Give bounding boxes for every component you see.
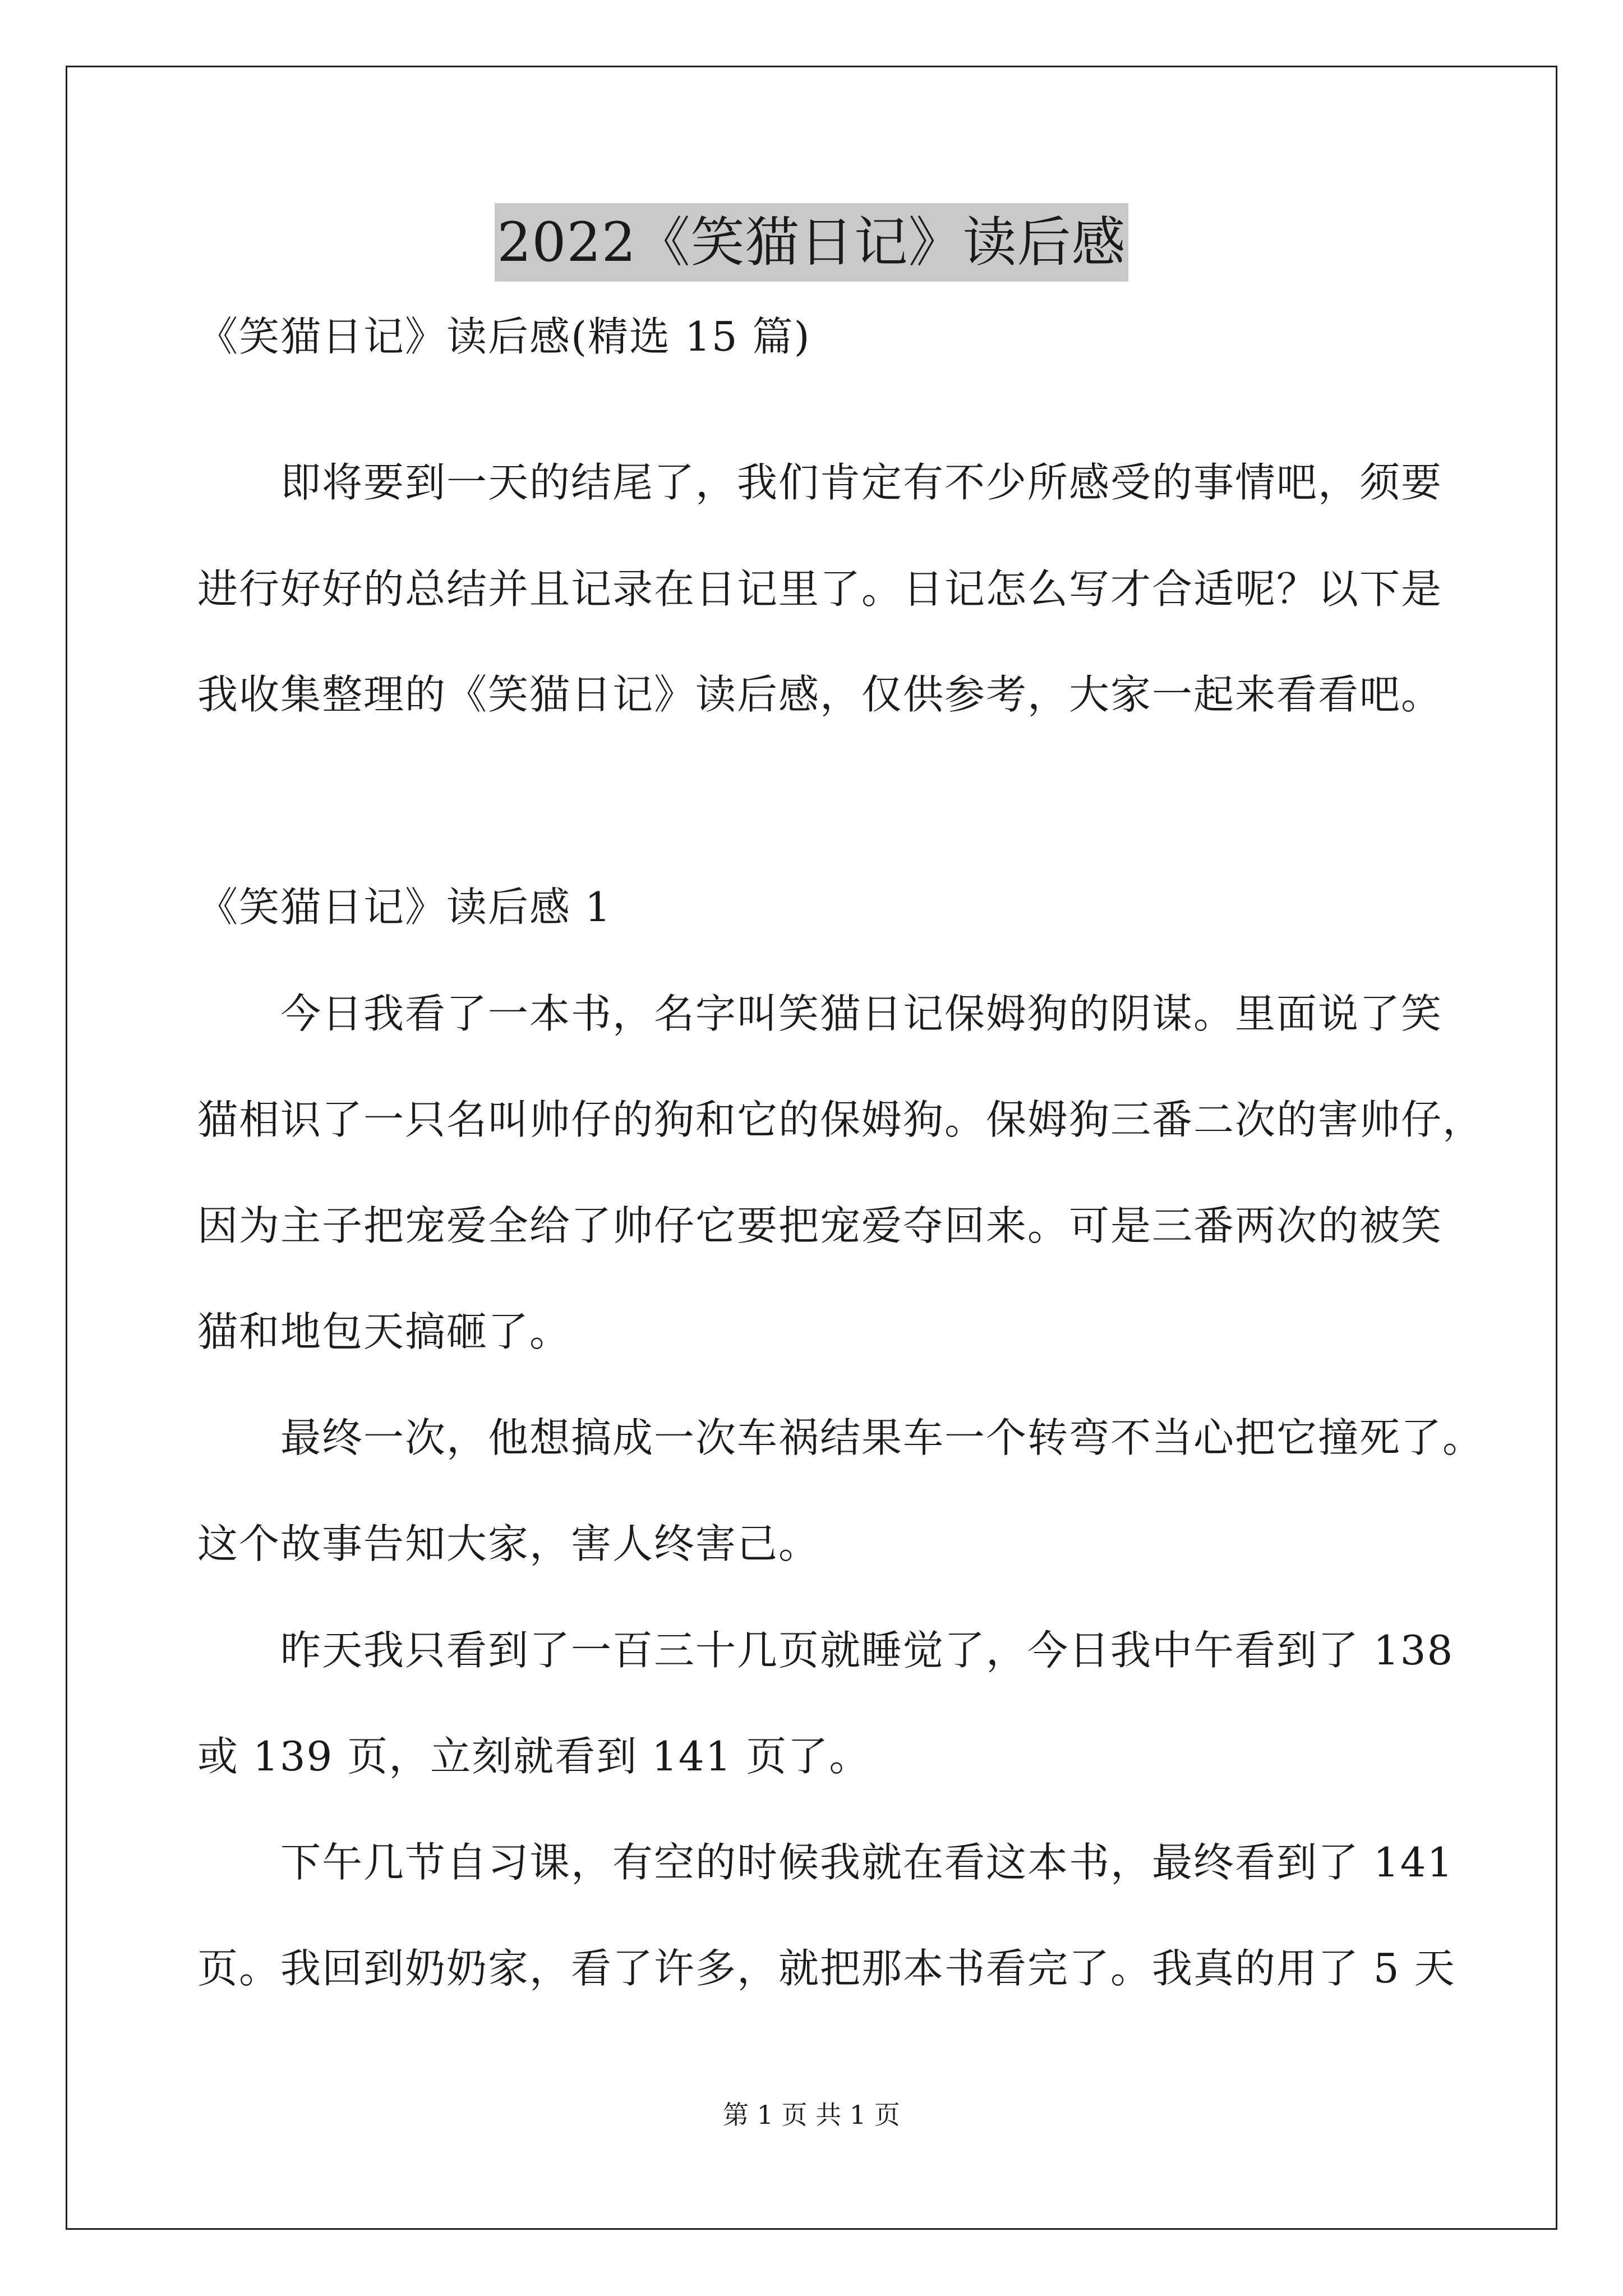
page-footer: 第 1 页 共 1 页 bbox=[723, 2100, 900, 2130]
body-line: 或 139 页，立刻就看到 141 页了。 bbox=[197, 1733, 871, 1780]
body-line: 昨天我只看到了一百三十几页就睡觉了，今日我中午看到了 138 bbox=[280, 1627, 1454, 1674]
title-container bbox=[0, 203, 1623, 282]
intro-line: 即将要到一天的结尾了，我们肯定有不少所感受的事情吧，须要 bbox=[280, 459, 1443, 506]
intro-line: 进行好好的总结并且记录在日记里了。日记怎么写才合适呢？以下是 bbox=[197, 565, 1443, 613]
body-line: 页。我回到奶奶家，看了许多，就把那本书看完了。我真的用了 5 天 bbox=[197, 1945, 1456, 1992]
section-heading: 《笑猫日记》读后感 1 bbox=[197, 884, 612, 931]
body-line: 这个故事告知大家，害人终害己。 bbox=[197, 1520, 820, 1567]
intro-line: 我收集整理的《笑猫日记》读后感，仅供参考，大家一起来看看吧。 bbox=[197, 671, 1443, 718]
body-line: 猫相识了一只名叫帅仔的狗和它的保姆狗。保姆狗三番二次的害帅仔， bbox=[197, 1096, 1484, 1143]
body-line: 下午几节自习课，有空的时候我就在看这本书，最终看到了 141 bbox=[280, 1839, 1454, 1886]
body-line: 猫和地包天搞砸了。 bbox=[197, 1308, 571, 1355]
body-line: 今日我看了一本书，名字叫笑猫日记保姆狗的阴谋。里面说了笑 bbox=[280, 990, 1443, 1037]
body-line: 最终一次，他想搞成一次车祸结果车一个转弯不当心把它撞死了。 bbox=[280, 1414, 1484, 1461]
page-border bbox=[66, 66, 1557, 2230]
page-title: 2022《笑猫日记》读后感 bbox=[495, 203, 1128, 282]
subtitle: 《笑猫日记》读后感(精选 15 篇) bbox=[197, 313, 811, 360]
body-line: 因为主子把宠爱全给了帅仔它要把宠爱夺回来。可是三番两次的被笑 bbox=[197, 1202, 1443, 1249]
